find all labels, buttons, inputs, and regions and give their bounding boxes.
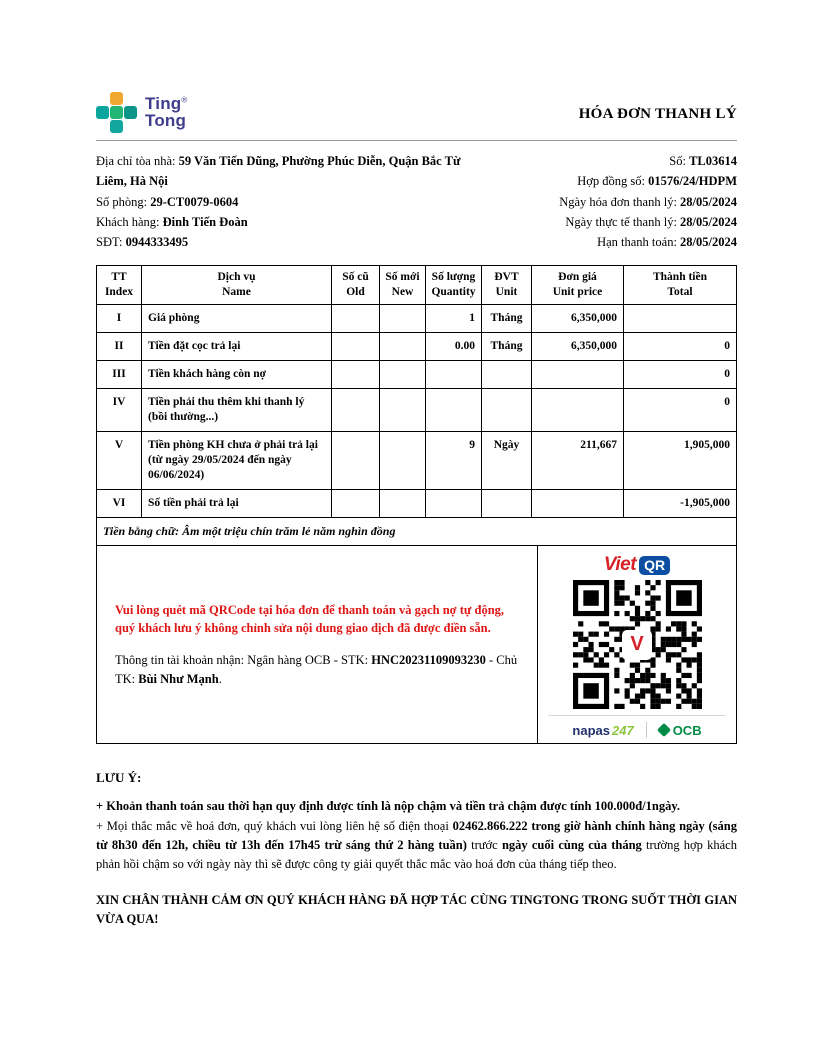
brand-name bbox=[145, 96, 187, 128]
customer-name: Khách hàng: Đinh Tiến Đoàn bbox=[96, 214, 248, 229]
col-header-total: Thành tiền Total bbox=[624, 266, 737, 305]
table-cell: Tháng bbox=[482, 305, 532, 333]
liquidation-date: Ngày thực tế thanh lý: 28/05/2024 bbox=[565, 214, 737, 229]
vietqr-center-icon: V bbox=[622, 630, 652, 660]
table-cell bbox=[332, 489, 380, 517]
document-title: HÓA ĐƠN THANH LÝ bbox=[578, 106, 737, 122]
brand-line1: Ting bbox=[145, 94, 182, 114]
table-cell: 1,905,000 bbox=[624, 431, 737, 489]
table-cell: Tiền phải thu thêm khi thanh lý (bồi thường...) bbox=[142, 388, 332, 431]
table-cell: Giá phòng bbox=[142, 305, 332, 333]
account-holder: Bùi Như Mạnh bbox=[138, 671, 219, 686]
table-cell bbox=[624, 305, 737, 333]
logo-square-bottom bbox=[110, 120, 123, 133]
table-cell: 0 bbox=[624, 333, 737, 361]
table-cell: 9 bbox=[426, 431, 482, 489]
qr-code bbox=[573, 580, 702, 709]
table-cell: 6,350,000 bbox=[532, 305, 624, 333]
phone-number: SĐT: 0944333495 bbox=[96, 235, 189, 249]
logo-square-center bbox=[110, 106, 123, 119]
table-cell bbox=[426, 361, 482, 389]
table-cell bbox=[380, 333, 426, 361]
table-cell bbox=[532, 489, 624, 517]
table-cell bbox=[380, 388, 426, 431]
table-cell bbox=[380, 305, 426, 333]
table-cell: 0 bbox=[624, 361, 737, 389]
table-row bbox=[97, 333, 737, 361]
vietqr-logo: Viet QR bbox=[604, 554, 670, 576]
tingtong-logo bbox=[96, 92, 187, 133]
table-cell: V bbox=[97, 431, 142, 489]
tingtong-plus-icon bbox=[96, 92, 137, 133]
table-cell bbox=[380, 431, 426, 489]
registered-mark: ® bbox=[181, 95, 188, 105]
invoice-header bbox=[96, 92, 737, 133]
table-row bbox=[97, 489, 737, 517]
account-number: HNC20231109093230 bbox=[371, 653, 486, 668]
table-cell: Tháng bbox=[482, 333, 532, 361]
invoice-info bbox=[96, 151, 737, 252]
table-cell bbox=[532, 388, 624, 431]
table-cell bbox=[380, 361, 426, 389]
contract-number: Hợp đồng số: 01576/24/HDPM bbox=[577, 174, 737, 189]
logo-square-right bbox=[124, 106, 137, 119]
thank-you-note: XIN CHÂN THÀNH CẢM ƠN QUÝ KHÁCH HÀNG ĐÃ HỢP TÁC CÙNG TINGTONG TRONG SUỐT THỜI GIAN VỪA QUA! bbox=[96, 892, 737, 927]
table-cell: 6,350,000 bbox=[532, 333, 624, 361]
table-cell: Ngày bbox=[482, 431, 532, 489]
table-cell: 211,667 bbox=[532, 431, 624, 489]
due-date: Hạn thanh toán: 28/05/2024 bbox=[597, 235, 737, 249]
table-cell bbox=[532, 361, 624, 389]
col-header-index: TT Index bbox=[97, 266, 142, 305]
table-cell bbox=[332, 388, 380, 431]
notes-title: LƯU Ý: bbox=[96, 770, 142, 786]
invoice-meta bbox=[559, 151, 737, 252]
napas-logo: napas 247 bbox=[572, 722, 634, 738]
table-row bbox=[97, 388, 737, 431]
table-cell bbox=[482, 361, 532, 389]
logo-square-top bbox=[110, 92, 123, 105]
amount-in-words-row bbox=[97, 517, 737, 546]
notes-section bbox=[96, 768, 737, 929]
invoice-number: Số: TL03614 bbox=[669, 154, 737, 168]
table-cell bbox=[332, 361, 380, 389]
col-header-unit: ĐVT Unit bbox=[482, 266, 532, 305]
building-address: Địa chỉ tòa nhà: 59 Văn Tiến Dũng, Phường Phúc Diễn, Quận Bắc Từ Liêm, Hà Nội bbox=[96, 154, 461, 189]
account-info: Thông tin tài khoản nhận: Ngân hàng OCB - STK: HNC20231109093230 - Chủ TK: Bùi Như Mạnh. bbox=[115, 653, 518, 686]
col-header-unit-price: Đơn giá Unit price bbox=[532, 266, 624, 305]
table-cell bbox=[482, 489, 532, 517]
payment-logos bbox=[548, 715, 726, 738]
table-row bbox=[97, 305, 737, 333]
table-cell bbox=[426, 489, 482, 517]
room-number: Số phòng: 29-CT0079-0604 bbox=[96, 194, 239, 209]
table-cell: Tiền khách hàng còn nợ bbox=[142, 361, 332, 389]
table-cell: II bbox=[97, 333, 142, 361]
note-late-payment: + Khoản thanh toán sau thời hạn quy định được tính là nộp chậm và tiền trả chậm được tính 100.000đ/1ngày. bbox=[96, 799, 681, 814]
table-row bbox=[97, 361, 737, 389]
ocb-diamond-icon bbox=[657, 723, 671, 737]
invoice-date: Ngày hóa đơn thanh lý: 28/05/2024 bbox=[559, 194, 737, 209]
col-header-service: Dịch vụ Name bbox=[142, 266, 332, 305]
table-header-row bbox=[97, 266, 737, 305]
qr-payment-section bbox=[96, 546, 737, 744]
table-cell: 0.00 bbox=[426, 333, 482, 361]
brand-line2: Tong bbox=[145, 110, 187, 130]
customer-info bbox=[96, 151, 468, 252]
table-cell: IV bbox=[97, 388, 142, 431]
table-cell bbox=[426, 388, 482, 431]
logo-separator bbox=[646, 722, 647, 738]
table-cell bbox=[380, 489, 426, 517]
amount-in-words: Tiền bằng chữ: Âm một triệu chín trăm lẻ năm nghìn đồng bbox=[97, 517, 737, 546]
note-contact: + Mọi thắc mắc về hoá đơn, quý khách vui lòng liên hệ số điện thoại 02462.866.222 trong giờ hành chính hàng ngày (sáng từ 8h30 đến 12h, chiều từ 13h đến 17h45 trừ sáng thứ 2 hàng tuần) trước ngày cuối cùng của tháng trường hợp khách phản hồi chậm so với ngày này thì sẽ được công ty giải quyết thắc mắc vào hoá đơn của tháng tiếp theo. bbox=[96, 818, 737, 872]
table-cell bbox=[332, 431, 380, 489]
col-header-quantity: Số lượng Quantity bbox=[426, 266, 482, 305]
table-cell: I bbox=[97, 305, 142, 333]
col-header-new: Số mới New bbox=[380, 266, 426, 305]
table-cell: VI bbox=[97, 489, 142, 517]
header-divider bbox=[96, 140, 737, 141]
table-cell: III bbox=[97, 361, 142, 389]
table-cell bbox=[332, 333, 380, 361]
table-cell: 0 bbox=[624, 388, 737, 431]
invoice-table bbox=[96, 265, 737, 546]
col-header-old: Số cũ Old bbox=[332, 266, 380, 305]
table-cell: 1 bbox=[426, 305, 482, 333]
table-cell: Tiền đặt cọc trả lại bbox=[142, 333, 332, 361]
qr-code-panel bbox=[537, 546, 736, 743]
table-row bbox=[97, 431, 737, 489]
logo-square-left bbox=[96, 106, 109, 119]
table-cell: Tiền phòng KH chưa ở phải trả lại (từ ngày 29/05/2024 đến ngày 06/06/2024) bbox=[142, 431, 332, 489]
table-cell: Số tiền phải trả lại bbox=[142, 489, 332, 517]
ocb-logo: OCB bbox=[659, 723, 702, 738]
qr-instruction-text: Vui lòng quét mã QRCode tại hóa đơn để thanh toán và gạch nợ tự động, quý khách lưu ý không chỉnh sửa nội dung giao dịch đã được điền sẵn. bbox=[115, 602, 505, 636]
table-cell: -1,905,000 bbox=[624, 489, 737, 517]
table-cell bbox=[332, 305, 380, 333]
qr-instructions-panel bbox=[97, 546, 537, 743]
table-cell bbox=[482, 388, 532, 431]
